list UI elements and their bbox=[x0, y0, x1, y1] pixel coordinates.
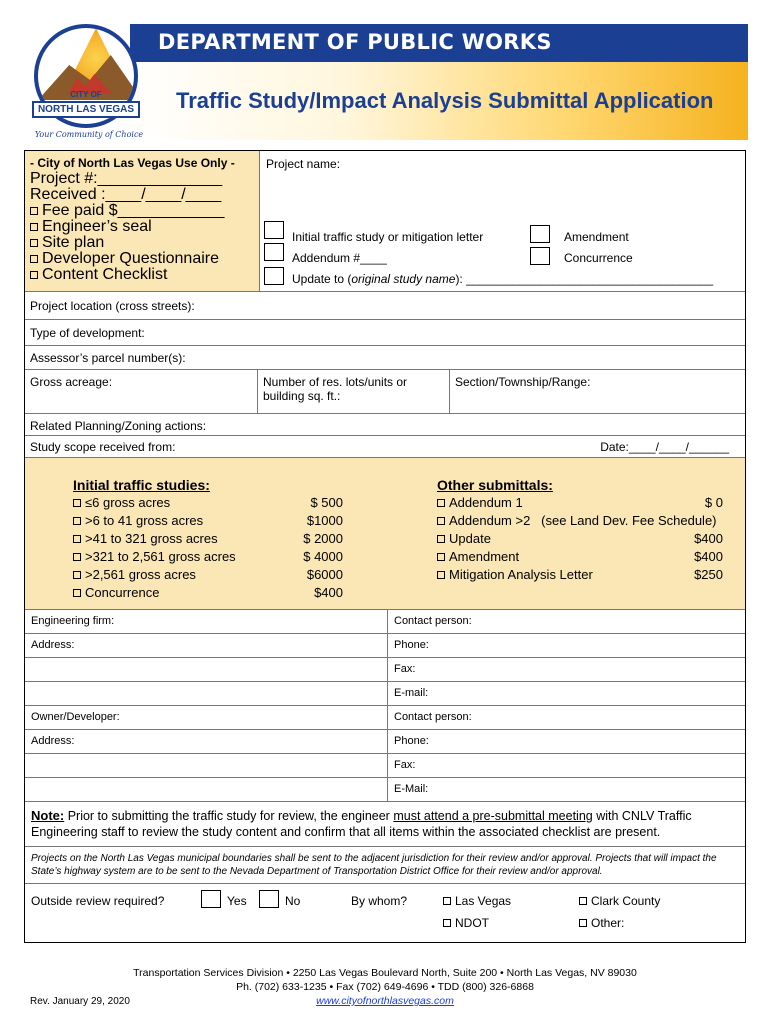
received-field[interactable]: Received :____/____/____ bbox=[30, 186, 222, 203]
address-row bbox=[25, 634, 745, 658]
department-name: DEPARTMENT OF PUBLIC WORKS bbox=[158, 30, 552, 54]
scope-row bbox=[25, 436, 745, 458]
use-only-heading: - City of North Las Vegas Use Only - bbox=[30, 156, 235, 170]
address-field[interactable]: Address: bbox=[31, 639, 75, 651]
fee-item[interactable]: >41 to 321 gross acres $ 2000 bbox=[73, 530, 353, 548]
city-use-only-box bbox=[25, 151, 259, 291]
city-logo bbox=[24, 18, 164, 144]
owner-email-field[interactable]: E-Mail: bbox=[387, 778, 745, 801]
logo-tagline: Your Community of Choice bbox=[34, 130, 144, 139]
concurrence-checkbox[interactable] bbox=[530, 247, 550, 265]
revision-date: Rev. January 29, 2020 bbox=[30, 996, 130, 1007]
header bbox=[24, 18, 748, 144]
use-only-item[interactable]: Fee paid $____________ bbox=[30, 203, 254, 219]
use-only-item[interactable]: Engineer’s seal bbox=[30, 219, 254, 235]
initial-studies-heading: Initial traffic studies: bbox=[73, 477, 210, 493]
fee-item[interactable]: Amendment $400 bbox=[437, 548, 737, 566]
gross-acreage-field[interactable]: Gross acreage: bbox=[30, 375, 113, 389]
fee-item[interactable]: ≤6 gross acres $ 500 bbox=[73, 494, 353, 512]
clark-county-option[interactable]: Clark County bbox=[579, 894, 660, 908]
initial-study-checkbox[interactable] bbox=[264, 221, 284, 239]
parcel-row[interactable]: Assessor’s parcel number(s): bbox=[25, 346, 745, 370]
lots-field[interactable]: Number of res. lots/units or building sq. ft.: bbox=[257, 370, 449, 413]
initial-study-label: Initial traffic study or mitigation letter bbox=[292, 230, 484, 244]
page-title: Traffic Study/Impact Analysis Submittal Application bbox=[176, 88, 714, 113]
owner-row bbox=[25, 706, 745, 730]
amendment-label: Amendment bbox=[564, 230, 629, 244]
owner-phone-field[interactable]: Phone: bbox=[387, 730, 745, 753]
owner-field[interactable]: Owner/Developer: bbox=[31, 711, 120, 723]
project-number-field[interactable]: Project #:______________ bbox=[30, 170, 223, 187]
acreage-row bbox=[25, 370, 745, 414]
application-form bbox=[24, 150, 746, 943]
contact-person-field[interactable]: Contact person: bbox=[387, 610, 745, 633]
outside-review-section bbox=[25, 884, 745, 942]
owner-fax-row bbox=[25, 754, 745, 778]
fee-item[interactable]: >321 to 2,561 gross acres $ 4000 bbox=[73, 548, 353, 566]
owner-email-row bbox=[25, 778, 745, 802]
fee-item[interactable]: Addendum >2 (see Land Dev. Fee Schedule) bbox=[437, 512, 737, 530]
no-checkbox[interactable] bbox=[259, 890, 279, 908]
outside-review-label: Outside review required? bbox=[31, 894, 165, 908]
section-field[interactable]: Section/Township/Range: bbox=[449, 370, 745, 413]
engineering-firm-field[interactable]: Engineering firm: bbox=[31, 615, 115, 627]
fee-item[interactable]: Concurrence $400 bbox=[73, 584, 353, 602]
fee-schedule bbox=[25, 458, 745, 610]
date-field[interactable]: Date:____/____/______ bbox=[600, 440, 729, 454]
other-option[interactable]: Other: bbox=[579, 916, 624, 930]
use-only-item[interactable]: Developer Questionnaire bbox=[30, 251, 254, 267]
update-label: Update to (original study name): _____________________________________ bbox=[292, 272, 714, 286]
checkbox-icon[interactable] bbox=[30, 223, 38, 231]
owner-address-row bbox=[25, 730, 745, 754]
location-row[interactable]: Project location (cross streets): bbox=[25, 292, 745, 320]
fee-item[interactable]: Update $400 bbox=[437, 530, 737, 548]
development-type-row[interactable]: Type of development: bbox=[25, 320, 745, 346]
addendum-label: Addendum #____ bbox=[292, 251, 387, 265]
by-whom-label: By whom? bbox=[351, 894, 408, 908]
footer-website-link[interactable]: www.cityofnorthlasvegas.com bbox=[316, 995, 454, 1007]
project-type-box bbox=[259, 151, 745, 291]
ndot-option[interactable]: NDOT bbox=[443, 916, 489, 930]
fax-field[interactable]: Fax: bbox=[387, 658, 745, 681]
planning-row[interactable]: Related Planning/Zoning actions: bbox=[25, 414, 745, 436]
checkbox-icon[interactable] bbox=[30, 255, 38, 263]
fee-item[interactable]: >2,561 gross acres $6000 bbox=[73, 566, 353, 584]
no-label: No bbox=[285, 894, 301, 908]
pre-submittal-note: Note: Prior to submitting the traffic study for review, the engineer must attend a pre-submittal meeting with CNLV Traffic Engineering staff to review the study content and confirm that all items within the associated checklist are present. bbox=[25, 802, 745, 847]
checkbox-icon[interactable] bbox=[30, 239, 38, 247]
fax-row bbox=[25, 658, 745, 682]
phone-field[interactable]: Phone: bbox=[387, 634, 745, 657]
fee-item[interactable]: Addendum 1 $ 0 bbox=[437, 494, 737, 512]
addendum-checkbox[interactable] bbox=[264, 243, 284, 261]
other-submittals-heading: Other submittals: bbox=[437, 477, 553, 493]
owner-contact-field[interactable]: Contact person: bbox=[387, 706, 745, 729]
yes-label: Yes bbox=[227, 894, 247, 908]
fee-item[interactable]: Mitigation Analysis Letter $250 bbox=[437, 566, 737, 584]
engineering-firm-row bbox=[25, 610, 745, 634]
owner-address-field[interactable]: Address: bbox=[31, 735, 75, 747]
las-vegas-option[interactable]: Las Vegas bbox=[443, 894, 511, 908]
top-section bbox=[25, 151, 745, 292]
owner-fax-field[interactable]: Fax: bbox=[387, 754, 745, 777]
jurisdiction-note: Projects on the North Las Vegas municipal boundaries shall be sent to the adjacent jurisdiction for their review and/or approval. Projects that will impact the State’s highway system are to be sent to the Nevada Department of Transportation District Office for their review and/or approval. bbox=[25, 847, 745, 884]
email-row bbox=[25, 682, 745, 706]
banner-top bbox=[130, 24, 748, 62]
footer-phone: Ph. (702) 633-1235 • Fax (702) 649-4696 • TDD (800) 326-6868 bbox=[236, 981, 534, 993]
amendment-checkbox[interactable] bbox=[530, 225, 550, 243]
update-checkbox[interactable] bbox=[264, 267, 284, 285]
scope-field[interactable]: Study scope received from: bbox=[30, 440, 176, 454]
concurrence-label: Concurrence bbox=[564, 251, 633, 265]
checkbox-icon[interactable] bbox=[30, 207, 38, 215]
use-only-item[interactable]: Site plan bbox=[30, 235, 254, 251]
other-submittals-fees bbox=[437, 476, 737, 584]
checkbox-icon[interactable] bbox=[30, 271, 38, 279]
banner-bottom bbox=[130, 62, 748, 140]
use-only-item[interactable]: Content Checklist bbox=[30, 267, 254, 283]
fee-item[interactable]: >6 to 41 gross acres $1000 bbox=[73, 512, 353, 530]
yes-checkbox[interactable] bbox=[201, 890, 221, 908]
logo-label: CITY OF NORTH LAS VEGAS bbox=[26, 90, 146, 118]
email-field[interactable]: E-mail: bbox=[387, 682, 745, 705]
footer-address: Transportation Services Division • 2250 Las Vegas Boulevard North, Suite 200 • North Las Vegas, NV 89030 bbox=[133, 967, 637, 979]
initial-studies-fees bbox=[73, 476, 353, 602]
project-name-label: Project name: bbox=[266, 157, 341, 171]
banner bbox=[130, 24, 748, 140]
